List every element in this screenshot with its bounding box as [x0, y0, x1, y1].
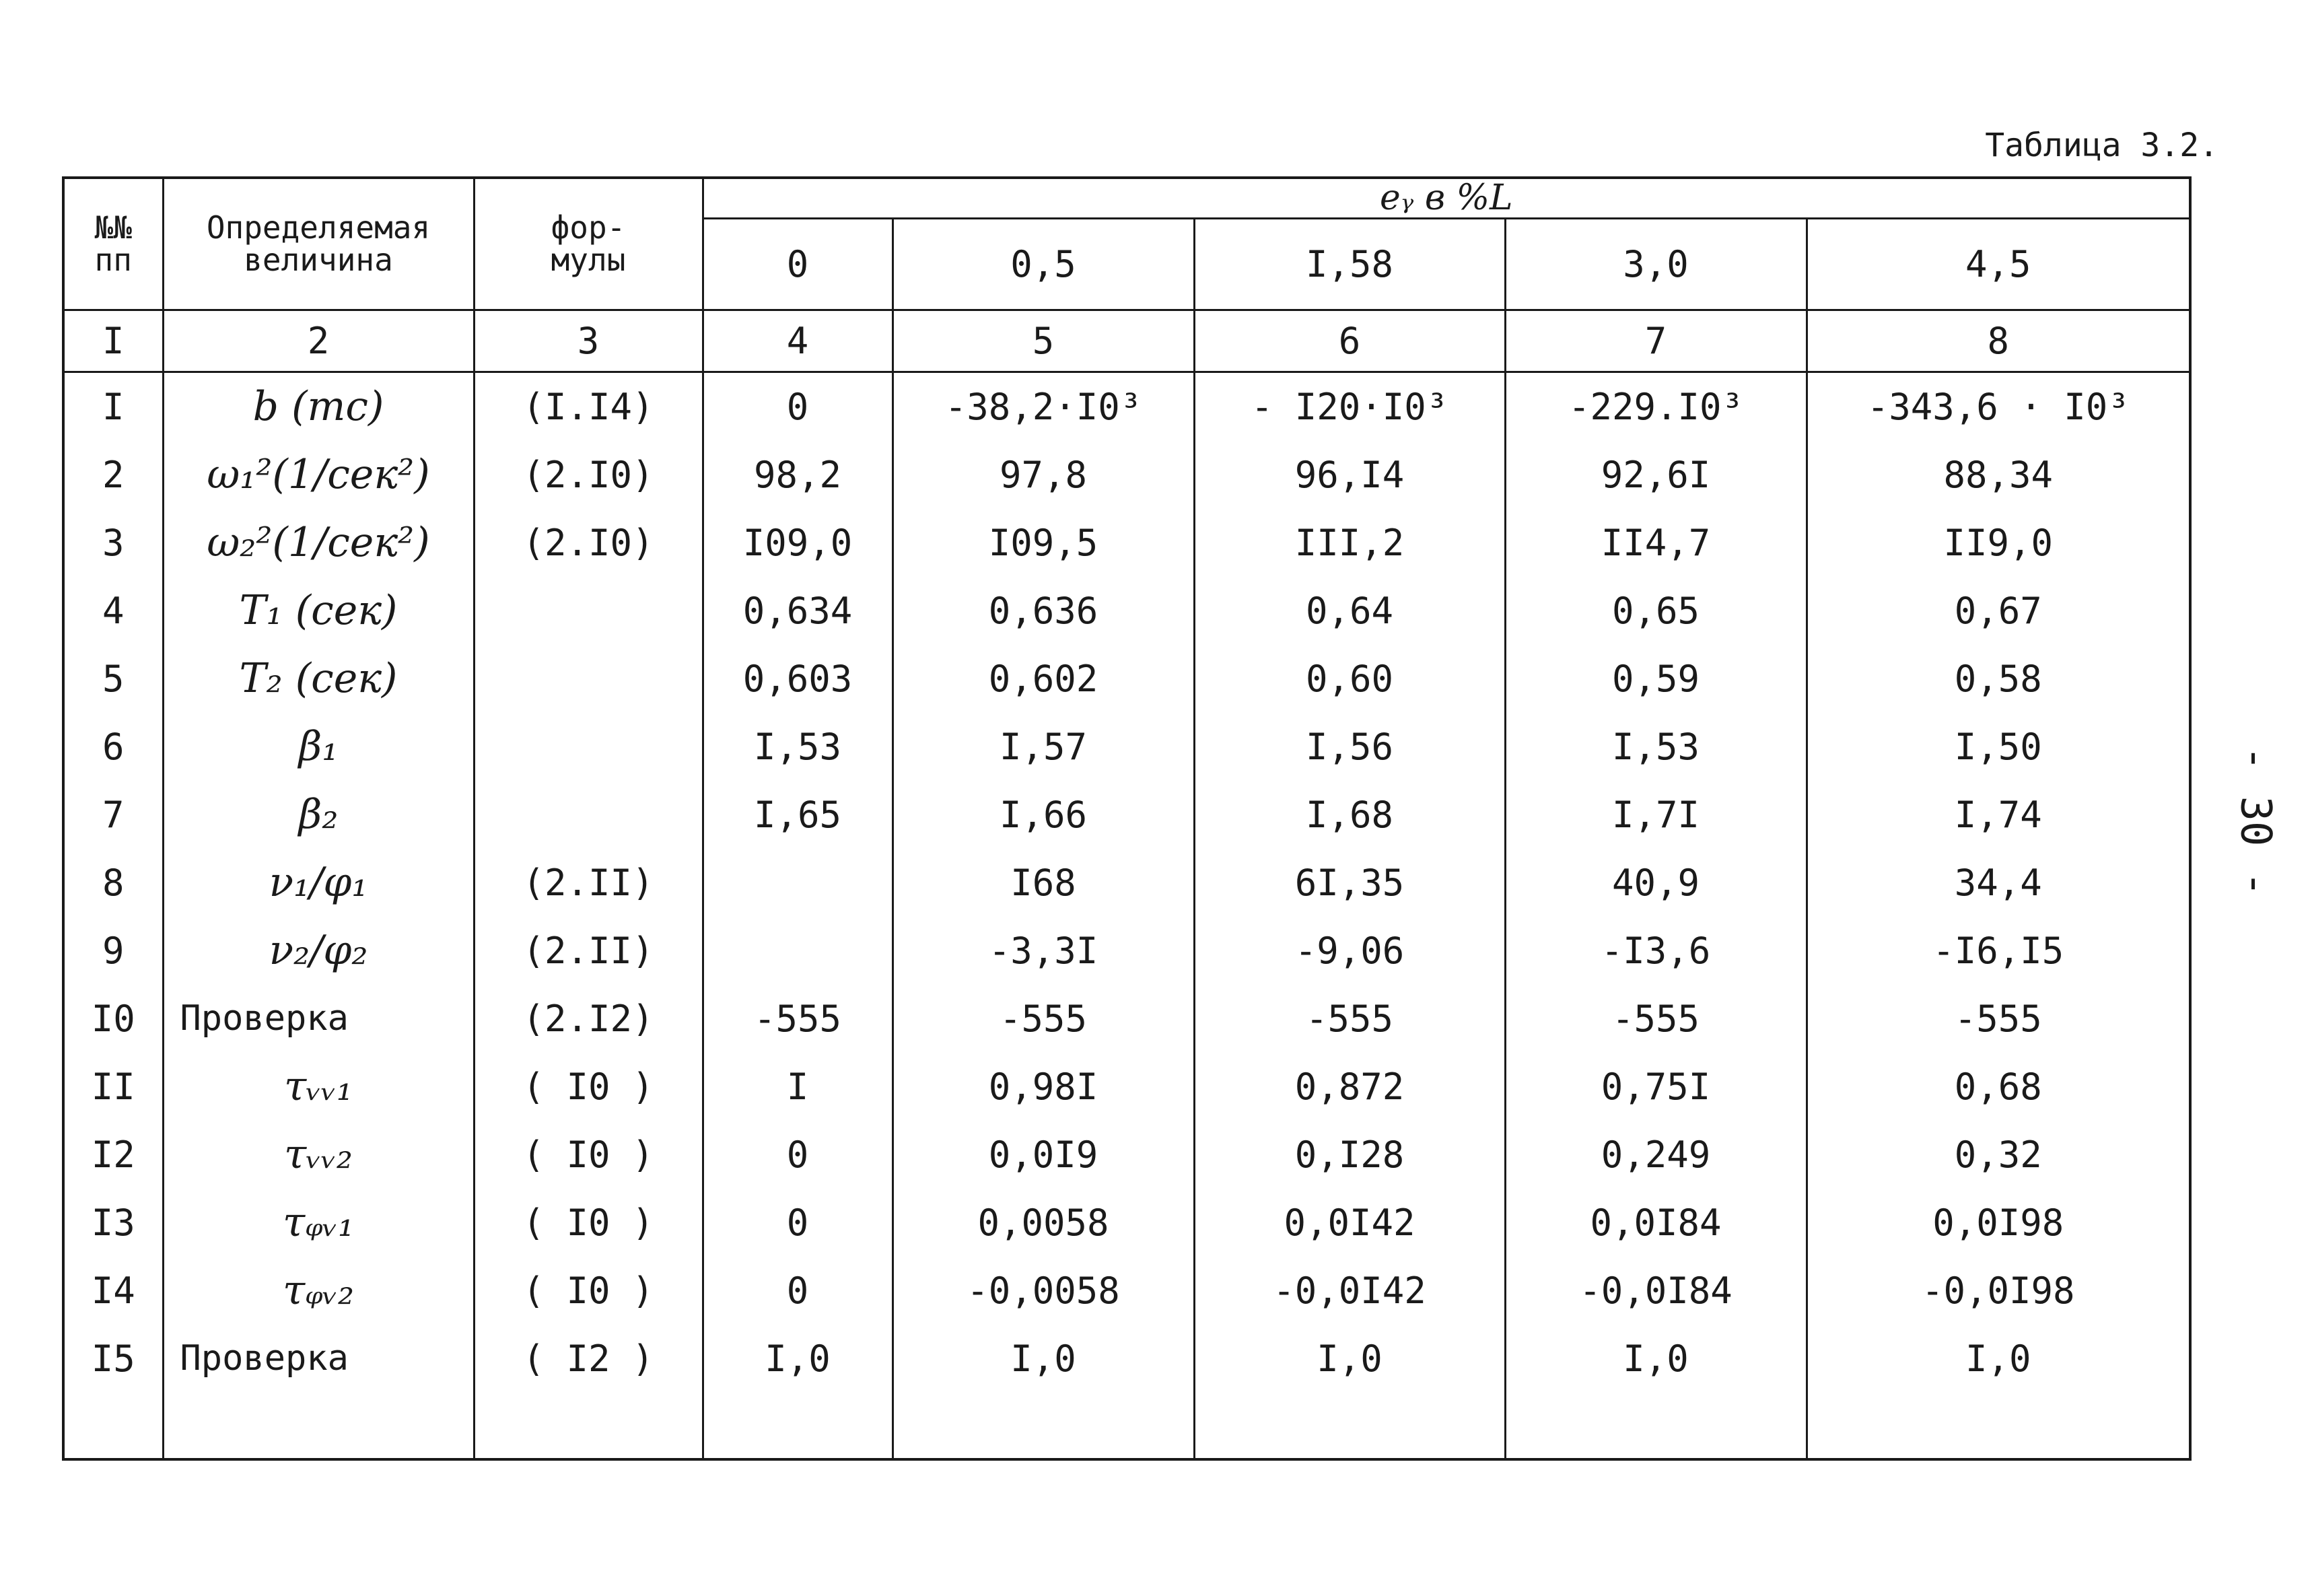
- row-value: I,57: [893, 713, 1194, 781]
- table-row: [63, 577, 2190, 645]
- row-value: 0,65: [1505, 577, 1807, 645]
- row-number: I: [63, 372, 163, 441]
- row-value: 0,67: [1807, 577, 2190, 645]
- row-formula: ( I0 ): [474, 1053, 703, 1121]
- header-quantity: Определяемая величина: [163, 178, 474, 310]
- row-value: 0,0058: [893, 1189, 1194, 1257]
- row-value: -I3,6: [1505, 917, 1807, 985]
- empty-cell: [893, 1393, 1194, 1460]
- row-value: II9,0: [1807, 509, 2190, 577]
- row-number: 5: [63, 645, 163, 713]
- row-value: 0,0I9: [893, 1121, 1194, 1189]
- row-value: 0,32: [1807, 1121, 2190, 1189]
- row-value: I,0: [1194, 1325, 1505, 1393]
- row-value: I,66: [893, 781, 1194, 849]
- row-value: -0,0058: [893, 1257, 1194, 1325]
- row-value: 0,602: [893, 645, 1194, 713]
- row-quantity: T₁ (сек): [163, 577, 474, 645]
- row-formula: [474, 577, 703, 645]
- row-quantity: b (тс): [163, 372, 474, 441]
- row-value: -555: [893, 985, 1194, 1053]
- row-number: 7: [63, 781, 163, 849]
- row-value: 0,59: [1505, 645, 1807, 713]
- row-number: I4: [63, 1257, 163, 1325]
- row-quantity: β₂: [163, 781, 474, 849]
- row-number: 4: [63, 577, 163, 645]
- row-value: 0,249: [1505, 1121, 1807, 1189]
- table-row: [63, 1189, 2190, 1257]
- row-value: I09,0: [703, 509, 893, 577]
- table-caption: Таблица 3.2.: [1985, 127, 2218, 164]
- row-value: -229.I0³: [1505, 372, 1807, 441]
- header-number-bottom: пп: [94, 242, 132, 279]
- row-value: I,7I: [1505, 781, 1807, 849]
- row-value: 0,0I42: [1194, 1189, 1505, 1257]
- table-row: [63, 645, 2190, 713]
- empty-cell: [1505, 1393, 1807, 1460]
- row-quantity: T₂ (сек): [163, 645, 474, 713]
- row-value: -I6,I5: [1807, 917, 2190, 985]
- table-row: [63, 781, 2190, 849]
- row-value: -555: [1194, 985, 1505, 1053]
- table-row: [63, 985, 2190, 1053]
- row-value: I,0: [893, 1325, 1194, 1393]
- empty-cell: [1194, 1393, 1505, 1460]
- row-formula: (I.I4): [474, 372, 703, 441]
- row-value: 0,0I98: [1807, 1189, 2190, 1257]
- row-value: 88,34: [1807, 441, 2190, 509]
- column-number: 6: [1194, 310, 1505, 372]
- row-value: III,2: [1194, 509, 1505, 577]
- row-value: 98,2: [703, 441, 893, 509]
- row-value: I68: [893, 849, 1194, 917]
- data-table: [62, 176, 2192, 1461]
- row-value: I,53: [703, 713, 893, 781]
- row-value: 0,872: [1194, 1053, 1505, 1121]
- row-number: 2: [63, 441, 163, 509]
- row-quantity: ω₁²(1/сек²): [163, 441, 474, 509]
- column-number: 3: [474, 310, 703, 372]
- row-value: I,65: [703, 781, 893, 849]
- empty-cell: [474, 1393, 703, 1460]
- row-value: 0,0I84: [1505, 1189, 1807, 1257]
- row-value: 0,98I: [893, 1053, 1194, 1121]
- row-value: -0,0I98: [1807, 1257, 2190, 1325]
- row-value: 40,9: [1505, 849, 1807, 917]
- header-e-value: 4,5: [1807, 218, 2190, 310]
- column-number: 5: [893, 310, 1194, 372]
- column-number: 8: [1807, 310, 2190, 372]
- row-value: 97,8: [893, 441, 1194, 509]
- row-number: I0: [63, 985, 163, 1053]
- header-e-value: I,58: [1194, 218, 1505, 310]
- row-value: 0,75I: [1505, 1053, 1807, 1121]
- row-value: - I20·I0³: [1194, 372, 1505, 441]
- row-value: 0: [703, 1121, 893, 1189]
- row-number: I3: [63, 1189, 163, 1257]
- row-quantity: Проверка: [163, 1325, 474, 1393]
- empty-cell: [1807, 1393, 2190, 1460]
- row-value: 6I,35: [1194, 849, 1505, 917]
- row-value: I,53: [1505, 713, 1807, 781]
- row-value: -3,3I: [893, 917, 1194, 985]
- row-value: 0: [703, 372, 893, 441]
- row-formula: (2.II): [474, 849, 703, 917]
- header-number-top: №№: [94, 209, 132, 246]
- row-formula: [474, 781, 703, 849]
- row-value: [703, 917, 893, 985]
- row-value: -0,0I42: [1194, 1257, 1505, 1325]
- row-value: I09,5: [893, 509, 1194, 577]
- row-quantity: β₁: [163, 713, 474, 781]
- row-quantity: ν₁/φ₁: [163, 849, 474, 917]
- row-value: 34,4: [1807, 849, 2190, 917]
- row-formula: ( I0 ): [474, 1257, 703, 1325]
- header-e-value: 0,5: [893, 218, 1194, 310]
- row-value: I,56: [1194, 713, 1505, 781]
- row-value: I,50: [1807, 713, 2190, 781]
- empty-cell: [163, 1393, 474, 1460]
- row-number: 8: [63, 849, 163, 917]
- row-value: 0: [703, 1257, 893, 1325]
- header-formula: фор- мулы: [474, 178, 703, 310]
- row-value: 0,603: [703, 645, 893, 713]
- row-formula: (2.II): [474, 917, 703, 985]
- row-value: I,0: [703, 1325, 893, 1393]
- row-formula: (2.I0): [474, 509, 703, 577]
- row-quantity: ω₂²(1/сек²): [163, 509, 474, 577]
- table-row: [63, 1325, 2190, 1393]
- row-number: I2: [63, 1121, 163, 1189]
- row-value: 96,I4: [1194, 441, 1505, 509]
- row-quantity: τᵥᵥ₁: [163, 1053, 474, 1121]
- row-formula: ( I0 ): [474, 1189, 703, 1257]
- header-e-group: eᵧ в %L: [703, 178, 2190, 218]
- row-number: 6: [63, 713, 163, 781]
- column-number: 2: [163, 310, 474, 372]
- row-value: -9,06: [1194, 917, 1505, 985]
- row-value: -0,0I84: [1505, 1257, 1807, 1325]
- row-number: I5: [63, 1325, 163, 1393]
- column-number: 4: [703, 310, 893, 372]
- row-formula: (2.I2): [474, 985, 703, 1053]
- column-number: I: [63, 310, 163, 372]
- table-padding-row: [63, 1393, 2190, 1460]
- page-number: - 30 -: [2231, 746, 2281, 897]
- row-value: 0,58: [1807, 645, 2190, 713]
- row-quantity: Проверка: [163, 985, 474, 1053]
- row-value: 0,I28: [1194, 1121, 1505, 1189]
- header-number: [63, 178, 163, 310]
- row-quantity: ν₂/φ₂: [163, 917, 474, 985]
- table-row: [63, 1257, 2190, 1325]
- table-row: [63, 441, 2190, 509]
- row-value: [703, 849, 893, 917]
- row-value: 0: [703, 1189, 893, 1257]
- row-value: -555: [1807, 985, 2190, 1053]
- row-value: 92,6I: [1505, 441, 1807, 509]
- empty-cell: [63, 1393, 163, 1460]
- row-quantity: τᵩᵥ₂: [163, 1257, 474, 1325]
- table-row: [63, 509, 2190, 577]
- table-row: [63, 917, 2190, 985]
- row-formula: [474, 713, 703, 781]
- table-row: [63, 372, 2190, 441]
- table-row: [63, 1053, 2190, 1121]
- row-value: I,0: [1505, 1325, 1807, 1393]
- row-value: -555: [1505, 985, 1807, 1053]
- row-value: I: [703, 1053, 893, 1121]
- row-formula: [474, 645, 703, 713]
- row-number: 3: [63, 509, 163, 577]
- row-value: -555: [703, 985, 893, 1053]
- row-value: I,74: [1807, 781, 2190, 849]
- row-value: 0,68: [1807, 1053, 2190, 1121]
- row-value: 0,64: [1194, 577, 1505, 645]
- column-number: 7: [1505, 310, 1807, 372]
- header-e-value: 3,0: [1505, 218, 1807, 310]
- table-row: [63, 713, 2190, 781]
- row-formula: (2.I0): [474, 441, 703, 509]
- row-quantity: τᵩᵥ₁: [163, 1189, 474, 1257]
- row-value: -343,6 · I0³: [1807, 372, 2190, 441]
- table-row: [63, 849, 2190, 917]
- row-number: 9: [63, 917, 163, 985]
- row-value: -38,2·I0³: [893, 372, 1194, 441]
- row-quantity: τᵥᵥ₂: [163, 1121, 474, 1189]
- row-formula: ( I0 ): [474, 1121, 703, 1189]
- table-row: [63, 1121, 2190, 1189]
- row-value: 0,60: [1194, 645, 1505, 713]
- row-value: I,0: [1807, 1325, 2190, 1393]
- row-value: 0,636: [893, 577, 1194, 645]
- row-value: II4,7: [1505, 509, 1807, 577]
- row-value: 0,634: [703, 577, 893, 645]
- empty-cell: [703, 1393, 893, 1460]
- row-number: II: [63, 1053, 163, 1121]
- table-body: [63, 372, 2190, 1459]
- row-formula: ( I2 ): [474, 1325, 703, 1393]
- row-value: I,68: [1194, 781, 1505, 849]
- header-e-value: 0: [703, 218, 893, 310]
